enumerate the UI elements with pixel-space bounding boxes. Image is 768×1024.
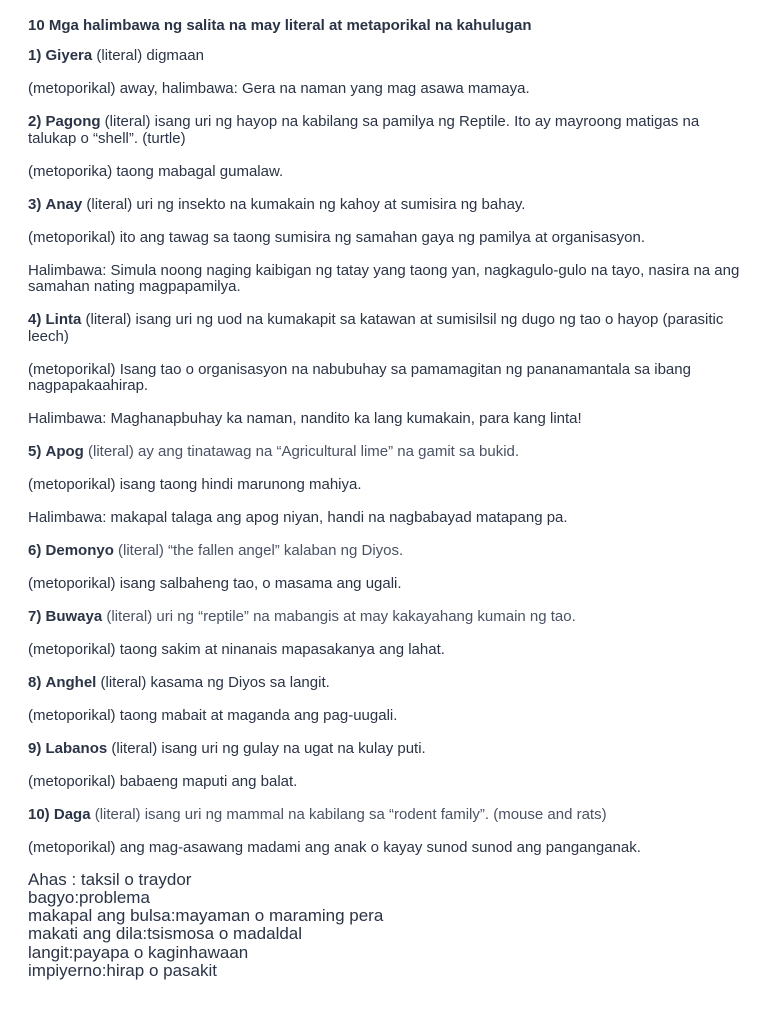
literal-text: (literal) isang uri ng mammal na kabilang sa “rodent family”. (mouse and rats) xyxy=(90,806,607,823)
entry-number: 4) xyxy=(28,311,42,328)
entry-word: Anay xyxy=(45,195,83,213)
literal-text: (literal) kasama ng Diyos sa langit. xyxy=(96,674,330,691)
entry-4-metaphorical: (metoporikal) Isang tao o organisasyon na nabubuhay sa pamamagitan ng pananamantala sa ibang nagpapakaahirap. xyxy=(28,360,691,394)
entry-number: 7) xyxy=(28,608,42,625)
entry-9-literal xyxy=(28,741,748,758)
list-item: langit:payapa o kaginhawaan xyxy=(28,942,249,962)
entry-word: Apog xyxy=(45,443,84,460)
literal-text: (literal) isang uri ng gulay na ugat na kulay puti. xyxy=(107,740,426,757)
entry-number: 2) xyxy=(28,113,42,130)
entry-2-literal xyxy=(28,114,748,147)
entry-10-metaphorical: (metoporikal) ang mag-asawang madami ang anak o kayay sunod sunod ang panganganak. xyxy=(28,839,641,856)
entry-5-metaphorical: (metoporikal) isang taong hindi marunong mahiya. xyxy=(28,476,362,493)
entry-6-metaphorical: (metoporikal) isang salbaheng tao, o masama ang ugali. xyxy=(28,575,402,592)
entry-number: 3) xyxy=(28,195,42,213)
entry-word: Pagong xyxy=(45,113,101,130)
literal-text: (literal) ay ang tinatawag na “Agricultural lime” na gamit sa bukid. xyxy=(83,443,520,460)
entry-8-metaphorical: (metoporikal) taong mabait at maganda ang pag-uugali. xyxy=(28,707,398,724)
entry-3-metaphorical: (metoporikal) ito ang tawag sa taong sumisira ng samahan gaya ng pamilya at organisasyon. xyxy=(28,228,646,246)
entry-4-literal xyxy=(28,312,748,345)
entry-number: 5) xyxy=(28,443,42,460)
document-title: 10 Mga halimbawa ng salita na may literal at metaporikal na kahulugan xyxy=(28,17,532,34)
extra-examples-list xyxy=(28,871,748,981)
entry-word: Anghel xyxy=(45,674,97,691)
literal-text: (literal) digmaan xyxy=(92,47,204,64)
entry-word: Buwaya xyxy=(45,608,103,625)
entry-number: 8) xyxy=(28,674,42,691)
entry-3-literal xyxy=(28,197,748,214)
entry-number: 10) xyxy=(28,806,50,823)
entry-7-literal xyxy=(28,609,748,626)
literal-text: (literal) isang uri ng uod na kumakapit sa katawan at sumisilsil ng dugo ng tao o hayop (parasitic leech) xyxy=(28,311,724,345)
entry-number: 6) xyxy=(28,542,42,559)
entry-number: 1) xyxy=(28,47,42,64)
entry-7-metaphorical: (metoporikal) taong sakim at ninanais mapasakanya ang lahat. xyxy=(28,641,445,658)
entry-number: 9) xyxy=(28,740,42,757)
list-item: makapal ang bulsa:mayaman o maraming pera xyxy=(28,906,384,926)
entry-2-metaphorical: (metoporika) taong mabagal gumalaw. xyxy=(28,162,284,180)
entry-10-literal xyxy=(28,807,748,824)
entry-3-example: Halimbawa: Simula noong naging kaibigan ng tatay yang taong yan, nagkagulo-gulo na tayo, nasira na ang samahan nating magpapamilya. xyxy=(28,261,740,295)
literal-text: (literal) uri ng “reptile” na mabangis at may kakayahang kumain ng tao. xyxy=(102,608,576,625)
list-item: bagyo:problema xyxy=(28,887,150,907)
list-item: makati ang dila:tsismosa o madaldal xyxy=(28,924,303,944)
entry-1-literal xyxy=(28,48,748,65)
document xyxy=(28,16,748,980)
entry-word: Linta xyxy=(45,311,82,328)
entry-word: Demonyo xyxy=(45,542,114,559)
entry-5-example: Halimbawa: makapal talaga ang apog niyan, handi na nagbabayad matapang pa. xyxy=(28,509,568,526)
entry-6-literal xyxy=(28,543,748,560)
list-item: Ahas : taksil o traydor xyxy=(28,869,192,889)
list-item: impiyerno:hirap o pasakit xyxy=(28,960,217,980)
entry-4-example: Halimbawa: Maghanapbuhay ka naman, nandito ka lang kumakain, para kang linta! xyxy=(28,410,582,427)
literal-text: (literal) isang uri ng hayop na kabilang sa pamilya ng Reptile. Ito ay mayroong matigas na talukap o “shell”. (turtle) xyxy=(28,113,700,147)
entry-word: Daga xyxy=(53,806,91,823)
literal-text: (literal) uri ng insekto na kumakain ng kahoy at sumisira ng bahay. xyxy=(82,195,526,213)
entry-5-literal xyxy=(28,444,748,461)
entry-9-metaphorical: (metoporikal) babaeng maputi ang balat. xyxy=(28,773,298,790)
entry-1-metaphorical: (metoporikal) away, halimbawa: Gera na naman yang mag asawa mamaya. xyxy=(28,80,530,97)
entry-word: Giyera xyxy=(45,47,93,64)
literal-text: (literal) “the fallen angel” kalaban ng Diyos. xyxy=(113,542,404,559)
entry-8-literal xyxy=(28,675,748,692)
entry-word: Labanos xyxy=(45,740,108,757)
